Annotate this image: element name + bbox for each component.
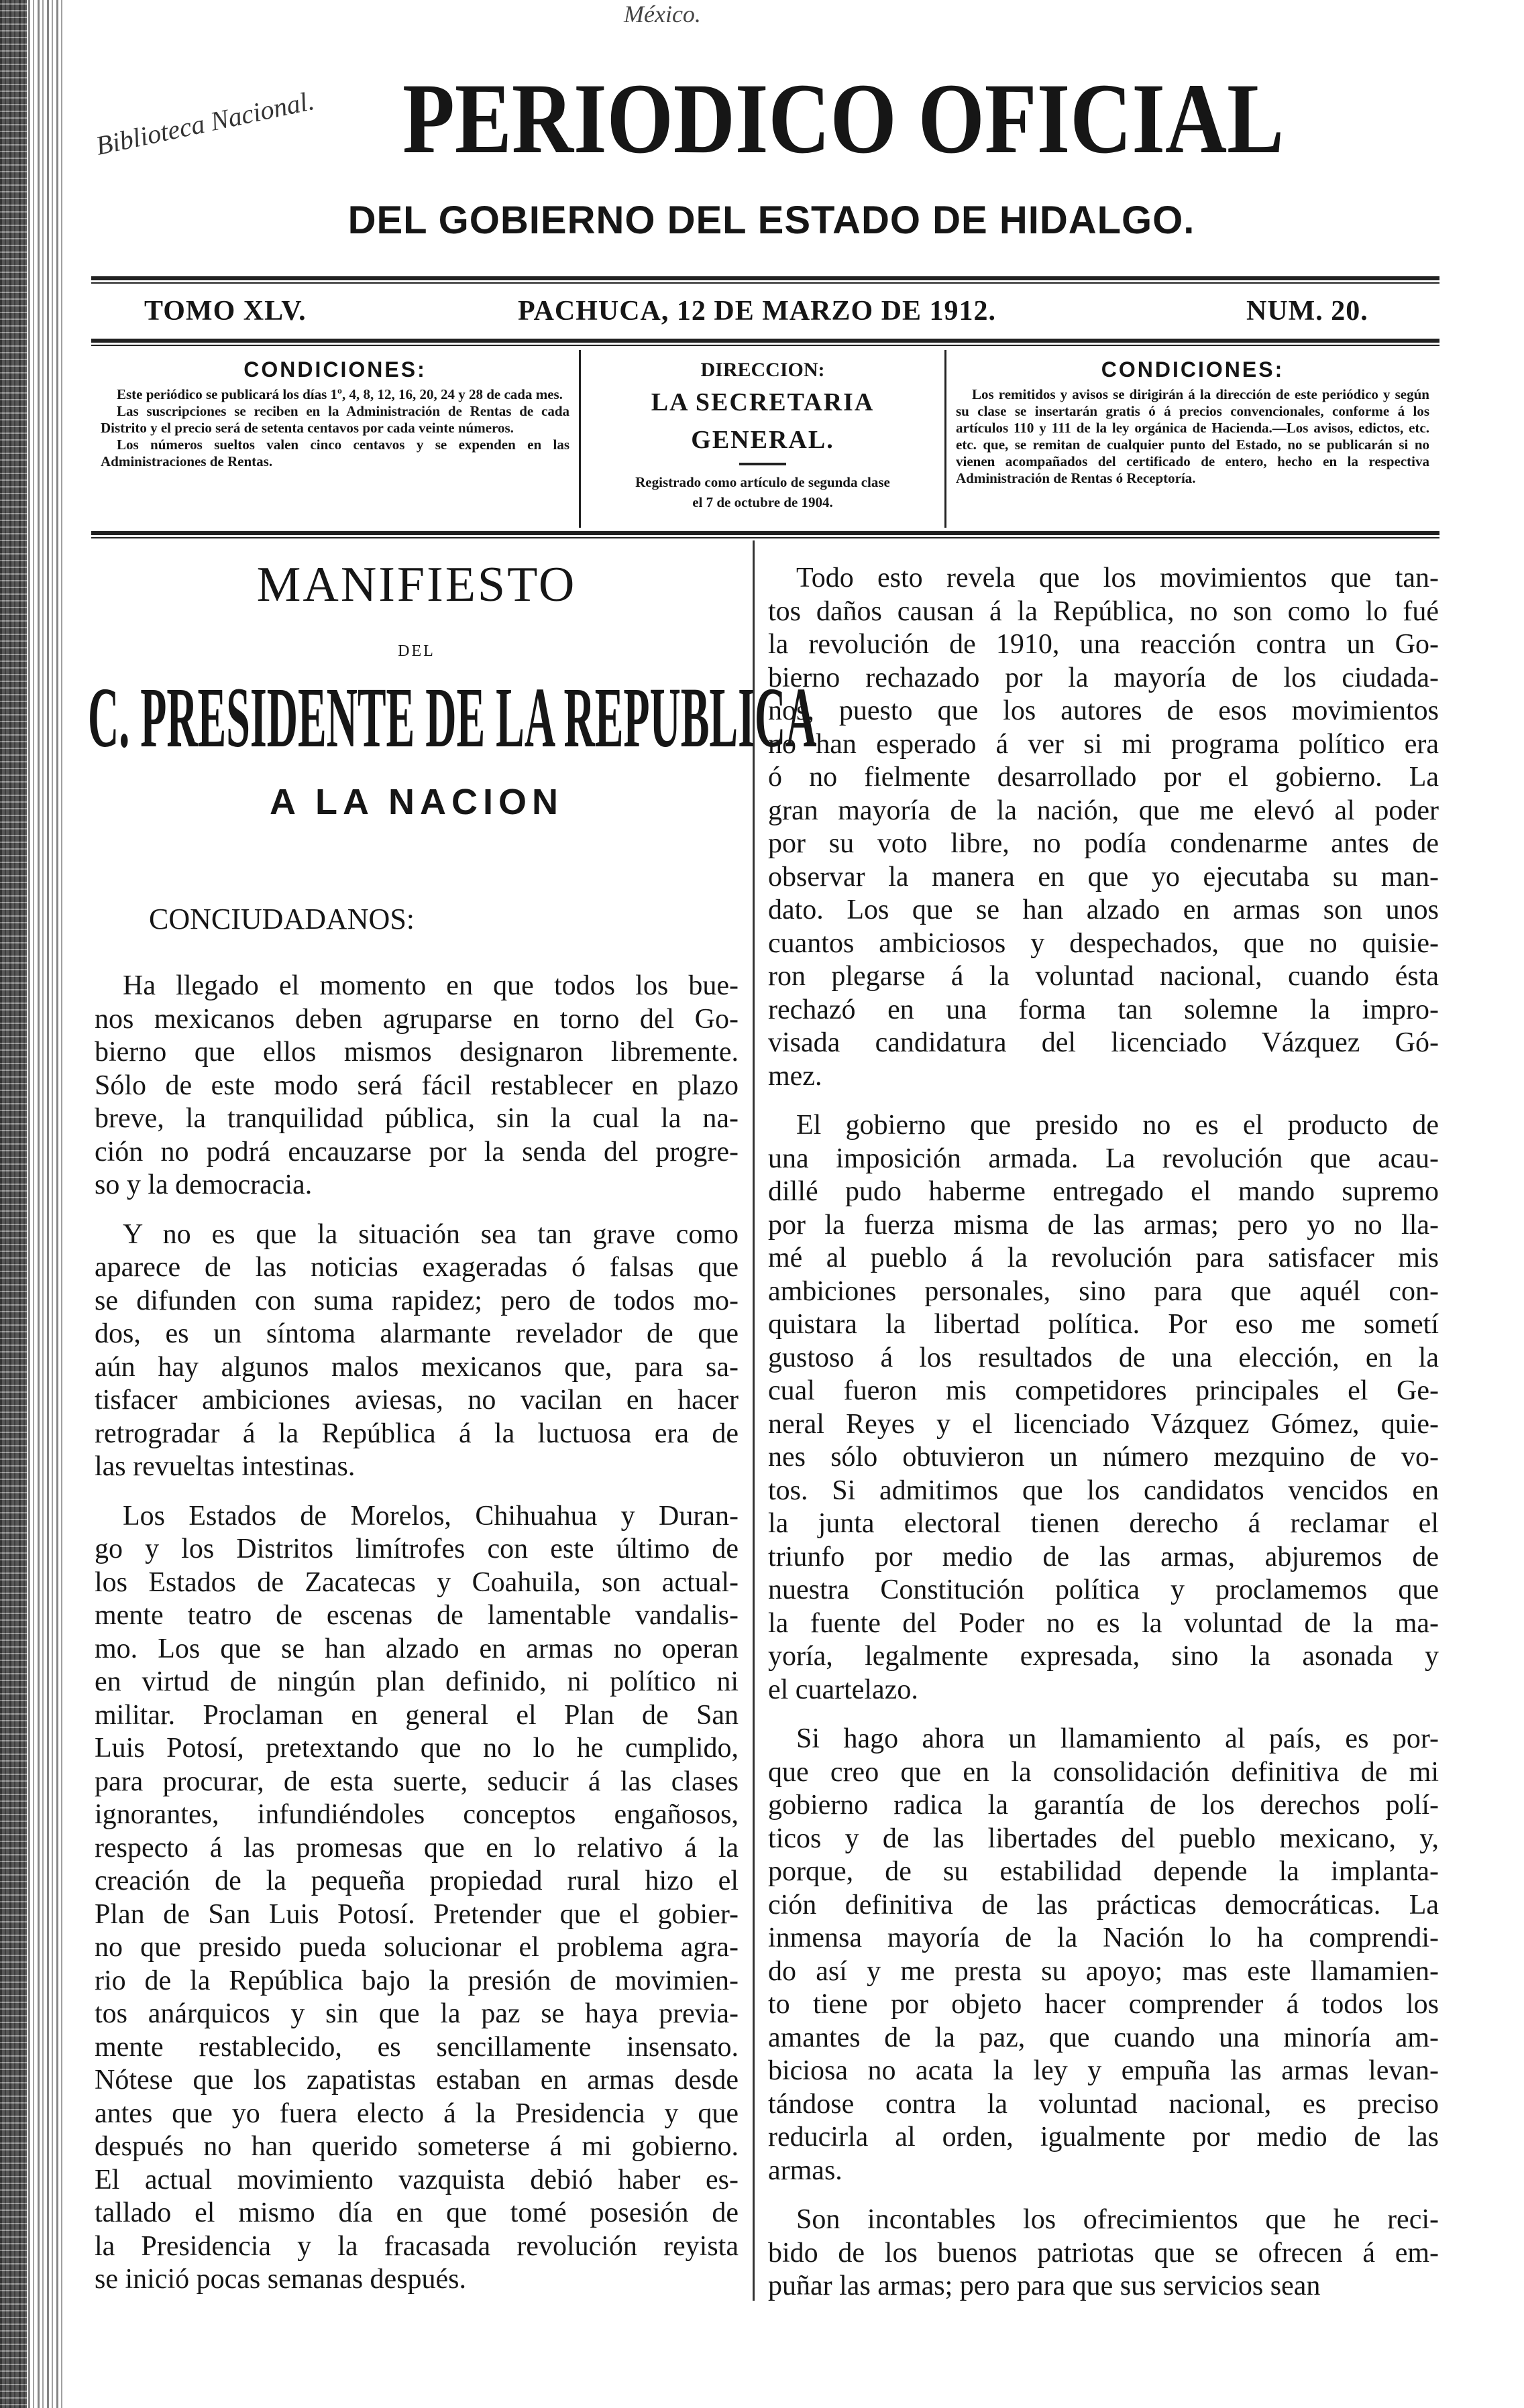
text-line: por la fuerza misma de las armas; pero yo no lla- (768, 1209, 1439, 1241)
text-line: amantes de la paz, que cuando una minoría am- (768, 2022, 1439, 2053)
article-paragraph (768, 1109, 1439, 1707)
condition-text: Las suscripciones se reciben en la Administración de Rentas de cada Distrito y el precio será de setenta centavos por cada veinte números. (101, 403, 569, 436)
volume: TOMO XLV. (144, 296, 307, 327)
article-title: MANIFIESTO (256, 557, 577, 612)
text-line: puñar las armas; pero para que sus servicios sean (768, 2271, 1321, 2301)
text-line: ignorantes, infundiéndoles conceptos engañosos, (95, 1799, 739, 1830)
text-line: cuantos ambiciosos y despechados, que no quisie- (768, 927, 1439, 959)
text-line: inmensa mayoría de la Nación lo ha comprendi- (768, 1923, 1439, 1953)
text-line: gobierno radica la garantía de los derechos polí- (768, 1790, 1439, 1821)
text-line: to tiene por objeto hacer comprender á todos los (768, 1989, 1439, 2020)
text-line: bierno que ellos mismos designaron libremente. (95, 1037, 739, 1068)
registration-line: Registrado como artículo de segunda clase (635, 474, 890, 490)
rule-top (91, 276, 1439, 284)
conditions-right-heading: CONDICIONES: (1101, 357, 1285, 382)
text-line: las revueltas intestinas. (95, 1451, 356, 1482)
conditions-left-heading: CONDICIONES: (243, 357, 427, 382)
text-line: ción no podrá encauzarse por la senda del progre- (95, 1136, 739, 1167)
library-stamp: Biblioteca Nacional. (93, 85, 317, 161)
text-line: la junta electoral tienen derecho á reclamar el (768, 1508, 1439, 1539)
text-line: Ha llegado el momento en que todos los bue- (123, 970, 739, 1001)
text-line: neral Reyes y el licenciado Vázquez Gómez, quie- (768, 1408, 1439, 1440)
rule-conditions-top (91, 339, 1439, 346)
text-line: Nótese que los zapatistas estaban en armas desde (95, 2065, 739, 2096)
conditions-right (944, 350, 1439, 528)
text-line: rechazó en una forma tan solemne la impro- (768, 994, 1439, 1025)
text-line: no han esperado á ver si mi programa político era (768, 728, 1439, 760)
text-line: que creo que en la consolidación definitiva de mi (768, 1756, 1439, 1788)
condition-text: Este periódico se publicará los días 1º, 4, 8, 12, 16, 20, 24 y 28 de cada mes. (117, 386, 563, 402)
text-line: do así y me presta su apoyo; mas este llamamien- (768, 1955, 1439, 1987)
article-paragraph (768, 1723, 1439, 2187)
text-line: rio de la República bajo la presión de movimien- (95, 1965, 739, 1996)
text-line: dos, es un síntoma alarmante revelador de que (95, 1318, 739, 1349)
text-line: ticos y de las libertades del pueblo mexicano, y, (768, 1823, 1439, 1854)
text-line: Y no es que la situación sea tan grave como (123, 1218, 739, 1250)
text-line: reducirla al orden, igualmente por medio de las (768, 2122, 1439, 2153)
article-addressee: A LA NACION (270, 782, 563, 822)
text-line: triunfo por medio de las armas, abjuremos de (768, 1541, 1439, 1572)
text-line: mente teatro de escenas de lamentable vandalis- (95, 1600, 739, 1631)
text-line: retrogradar á la República á la luctuosa era de (95, 1418, 739, 1449)
text-line: observar la manera en que yo ejecutaba su man- (768, 861, 1439, 893)
text-line: mez. (768, 1060, 822, 1092)
text-line: Todo esto revela que los movimientos que tan- (796, 563, 1439, 593)
registration-date: el 7 de octubre de 1904. (692, 494, 833, 510)
direction-box (579, 350, 944, 528)
text-line: antes que yo fuera electo á la Presidencia y que (95, 2098, 739, 2129)
text-line: nes sólo obtuvieron un número mezquino de vo- (768, 1442, 1439, 1473)
text-line: tos daños causan á la República, no son como lo fué (768, 595, 1439, 627)
text-line: ó no fielmente desarrollado por el gobierno. La (768, 762, 1439, 793)
article-paragraph (768, 2203, 1439, 2303)
text-line: la revolución de 1910, una reacción contra un Go- (768, 629, 1439, 660)
text-line: Si hago ahora un llamamiento al país, es por- (796, 1723, 1439, 1754)
text-line: El actual movimiento vazquista debió haber es- (95, 2164, 739, 2195)
text-line: Plan de San Luis Potosí. Pretender que el gobier- (95, 1898, 739, 1930)
text-line: biciosa no acata la ley y empuña las armas levan- (768, 2055, 1439, 2086)
article-paragraph (95, 1218, 739, 1484)
text-line: el cuartelazo. (768, 1674, 918, 1705)
text-line: mo. Los que se han alzado en armas no operan (95, 1633, 739, 1664)
text-line: tos. Si admitimos que los candidatos vencidos en (768, 1475, 1439, 1506)
text-line: para procurar, de esta suerte, seducir á las clases (95, 1766, 739, 1797)
rule-conditions-bottom (91, 531, 1439, 538)
text-line: militar. Proclaman en general el Plan de San (95, 1699, 739, 1731)
text-line: nos, puesto que los autores de esos movimientos (768, 695, 1439, 726)
article-paragraph (768, 562, 1439, 1093)
divider (739, 463, 786, 465)
newspaper-title: PERIODICO OFICIAL (402, 63, 1285, 174)
text-line: nos mexicanos deben agruparse en torno del Go- (95, 1003, 739, 1035)
text-line: dillé pudo haberme entregado el mando supremo (768, 1176, 1439, 1207)
text-line: respecto á las promesas que en lo relativo á la (95, 1832, 739, 1864)
text-line: los Estados de Zacatecas y Coahuila, son actual- (95, 1566, 739, 1598)
text-line: visada candidatura del licenciado Vázquez Gó- (768, 1027, 1439, 1058)
direction-heading: DIRECCION: (700, 359, 825, 381)
text-line: la fuente del Poder no es la voluntad de la ma- (768, 1607, 1439, 1639)
text-line: aún hay algunos malos mexicanos que, para sa- (95, 1351, 739, 1383)
text-line: aparece de las noticias exageradas ó falsas que (95, 1252, 739, 1283)
text-line: go y los Distritos limítrofes con este último de (95, 1534, 739, 1564)
text-line: porque, de su estabilidad depende la implanta- (768, 1856, 1439, 1887)
text-line: so y la democracia. (95, 1169, 313, 1200)
text-line: tisfacer ambiciones aviesas, no vacilan en hacer (95, 1385, 739, 1416)
text-line: mente restablecido, es sencillamente insensato. (95, 2031, 739, 2063)
text-line: se difunden con suma rapidez; pero de todos mo- (95, 1285, 739, 1316)
text-line: Los Estados de Morelos, Chihuahua y Duran- (123, 1500, 739, 1532)
conditions-left (91, 350, 579, 528)
text-line: tallado el mismo día en que tomé posesión de (95, 2197, 739, 2228)
text-line: tos anárquicos y sin que la paz se haya previa- (95, 1998, 739, 2029)
text-line: tándose contra la voluntad nacional, es preciso (768, 2088, 1439, 2120)
text-line: ambiciones personales, sino para que aquél con- (768, 1275, 1439, 1307)
text-line: cual fueron mis competidores principales el Ge- (768, 1375, 1439, 1406)
text-line: yoría, legalmente expresada, sino la asonada y (768, 1641, 1439, 1672)
text-line: bido de los buenos patriotas que se ofrecen á em- (768, 2237, 1439, 2269)
text-line: en virtud de ningún plan definido, ni político ni (95, 1666, 739, 1697)
text-line: bierno rechazado por la mayoría de los ciudada- (768, 662, 1439, 693)
condition-text: Los remitidos y avisos se dirigirán á la dirección de este periódico y según su clase se insertarán gratis ó á precios convencionales, conforme á los artículos 110 y 111 de la ley orgánica de Hacienda.—Los avisos, edictos, etc. etc. que, se remitan de cualquier punto del Estado, no se publicarán si no vienen acompañados del certificado de entero, hecho en la respectiva Administración de Rentas ó Receptoría. (956, 386, 1429, 486)
text-line: gran mayoría de la nación, que me elevó al poder (768, 795, 1439, 826)
text-line: no que presido pueda solucionar el problema agra- (95, 1932, 739, 1963)
article-paragraph (95, 1500, 739, 2297)
text-line: nuestra Constitución política y proclamemos que (768, 1574, 1439, 1605)
stamp-place: México. (624, 1, 701, 27)
text-line: mé al pueblo á la revolución para satisfacer mis (768, 1243, 1439, 1273)
place-date: PACHUCA, 12 DE MARZO DE 1912. (518, 296, 997, 327)
text-line: armas. (768, 2155, 842, 2186)
text-line: ción definitiva de las prácticas democráticas. La (768, 1889, 1439, 1920)
text-line: Son incontables los ofrecimientos que he reci- (796, 2204, 1439, 2235)
article-column-left (95, 970, 739, 2313)
text-line: la Presidencia y la fracasada revolución reyista (95, 2230, 739, 2262)
text-line: quistara la libertad política. Por eso me sometí (768, 1309, 1439, 1340)
text-line: ron plegarse á la voluntad nacional, cuando ésta (768, 961, 1439, 992)
text-line: creación de la pequeña propiedad rural hizo el (95, 1866, 739, 1896)
article-paragraph (95, 970, 739, 1202)
page-binding-shadow (0, 0, 27, 2408)
text-line: gustoso á los resultados de una elección, en la (768, 1342, 1439, 1373)
article-column-right (768, 562, 1439, 2319)
text-line: El gobierno que presido no es el producto de (796, 1110, 1439, 1141)
text-line: se inició pocas semanas después. (95, 2264, 467, 2295)
newspaper-subtitle: DEL GOBIERNO DEL ESTADO DE HIDALGO. (347, 198, 1195, 242)
text-line: por su voto libre, no podía condenarme antes de (768, 828, 1439, 859)
salutation: CONCIUDADANOS: (149, 903, 415, 935)
text-line: breve, la tranquilidad pública, sin la cual la na- (95, 1103, 739, 1134)
article-subject-wrap (88, 670, 817, 765)
direction-name: LA SECRETARIA GENERAL. (651, 388, 875, 454)
condition-text: Los números sueltos valen cinco centavos y se expenden en las Administraciones de Rentas. (101, 437, 569, 469)
issue-number: NUM. 20. (1246, 296, 1368, 327)
text-line: Sólo de este modo será fácil restablecer en plazo (95, 1070, 739, 1101)
article-subject: C. PRESIDENTE DE LA REPUBLICA (88, 670, 817, 765)
article-del: DEL (398, 642, 435, 660)
text-line: después no han querido someterse á mi gobierno. (95, 2131, 739, 2162)
text-line: Luis Potosí, pretextando que no lo he cumplido, (95, 1733, 739, 1764)
column-divider (753, 540, 755, 2301)
text-line: dato. Los que se han alzado en armas son unos (768, 895, 1439, 925)
text-line: una imposición armada. La revolución que acau- (768, 1143, 1439, 1174)
